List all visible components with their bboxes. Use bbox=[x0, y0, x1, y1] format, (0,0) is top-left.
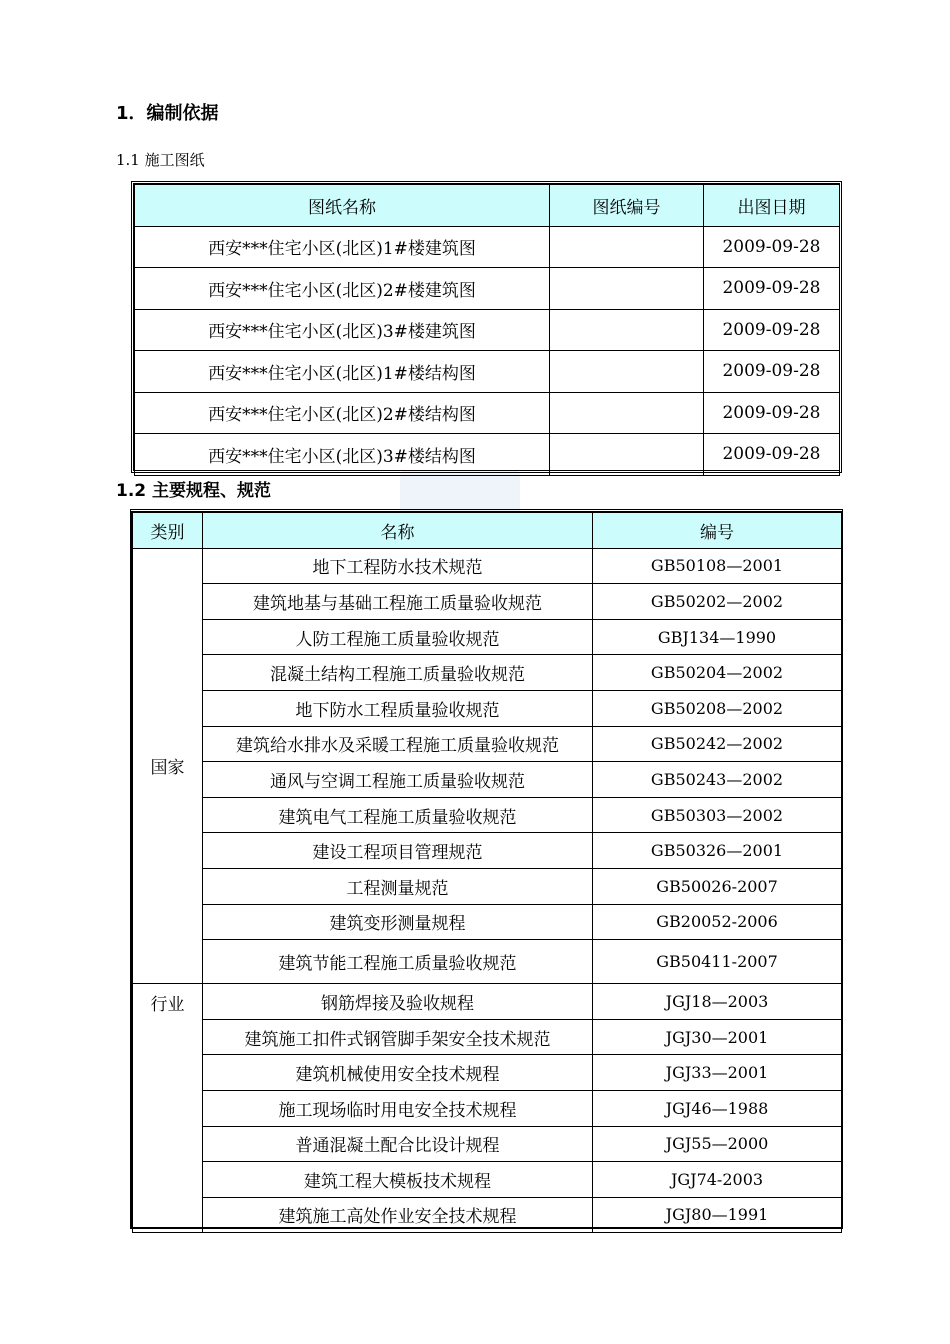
drawing-number bbox=[550, 392, 704, 434]
drawing-name: 西安***住宅小区(北区)3#楼结构图 bbox=[135, 434, 550, 476]
standards-header-row bbox=[133, 513, 842, 549]
header-standard-code: 编号 bbox=[593, 513, 842, 549]
drawing-date: 2009-09-28 bbox=[704, 226, 840, 268]
standard-code: GB50026-2007 bbox=[593, 868, 842, 904]
standard-code: GB50208—2002 bbox=[593, 690, 842, 726]
standard-name: 建筑施工高处作业安全技术规程 bbox=[203, 1197, 593, 1233]
standard-name: 建设工程项目管理规范 bbox=[203, 833, 593, 869]
standard-code: GB50326—2001 bbox=[593, 833, 842, 869]
table-row bbox=[133, 619, 842, 655]
category-national: 国家 bbox=[133, 548, 203, 984]
standard-code: JGJ30—2001 bbox=[593, 1019, 842, 1055]
drawing-number bbox=[550, 309, 704, 351]
standard-code: GBJ134—1990 bbox=[593, 619, 842, 655]
standard-name: 地下防水工程质量验收规范 bbox=[203, 690, 593, 726]
standard-name: 工程测量规范 bbox=[203, 868, 593, 904]
drawing-number bbox=[550, 434, 704, 476]
standards-table-frame bbox=[130, 509, 843, 1229]
standard-name: 混凝土结构工程施工质量验收规范 bbox=[203, 655, 593, 691]
drawing-date: 2009-09-28 bbox=[704, 434, 840, 476]
header-drawing-number: 图纸编号 bbox=[550, 185, 704, 227]
standard-name: 施工现场临时用电安全技术规程 bbox=[203, 1090, 593, 1126]
standards-table bbox=[132, 512, 842, 1233]
header-drawing-name: 图纸名称 bbox=[135, 185, 550, 227]
standard-code: GB50303—2002 bbox=[593, 797, 842, 833]
standard-code: GB50202—2002 bbox=[593, 584, 842, 620]
table-row bbox=[133, 762, 842, 798]
drawing-date: 2009-09-28 bbox=[704, 309, 840, 351]
standard-name: 建筑电气工程施工质量验收规范 bbox=[203, 797, 593, 833]
table-row bbox=[135, 351, 840, 393]
table-row bbox=[133, 1197, 842, 1233]
standard-name: 建筑施工扣件式钢管脚手架安全技术规范 bbox=[203, 1019, 593, 1055]
table-row bbox=[135, 392, 840, 434]
table-row bbox=[135, 268, 840, 310]
header-category: 类别 bbox=[133, 513, 203, 549]
table-row bbox=[133, 797, 842, 833]
drawing-number bbox=[550, 351, 704, 393]
standard-code: JGJ33—2001 bbox=[593, 1055, 842, 1091]
drawing-date: 2009-09-28 bbox=[704, 268, 840, 310]
table-row bbox=[133, 833, 842, 869]
standard-name: 通风与空调工程施工质量验收规范 bbox=[203, 762, 593, 798]
table-row bbox=[133, 726, 842, 762]
table-row bbox=[133, 655, 842, 691]
drawing-number bbox=[550, 268, 704, 310]
drawing-date: 2009-09-28 bbox=[704, 392, 840, 434]
standard-name: 建筑机械使用安全技术规程 bbox=[203, 1055, 593, 1091]
standard-code: JGJ46—1988 bbox=[593, 1090, 842, 1126]
standard-code: GB50411-2007 bbox=[593, 940, 842, 984]
standard-code: GB50243—2002 bbox=[593, 762, 842, 798]
standard-name: 钢筋焊接及验收规程 bbox=[203, 984, 593, 1020]
table-row bbox=[135, 309, 840, 351]
table-row bbox=[133, 584, 842, 620]
drawing-name: 西安***住宅小区(北区)2#楼结构图 bbox=[135, 392, 550, 434]
drawing-name: 西安***住宅小区(北区)3#楼建筑图 bbox=[135, 309, 550, 351]
table-row bbox=[133, 548, 842, 584]
table-row bbox=[133, 904, 842, 940]
header-drawing-date: 出图日期 bbox=[704, 185, 840, 227]
drawing-date: 2009-09-28 bbox=[704, 351, 840, 393]
standard-code: GB50204—2002 bbox=[593, 655, 842, 691]
standard-name: 建筑节能工程施工质量验收规范 bbox=[203, 940, 593, 984]
standard-code: JGJ55—2000 bbox=[593, 1126, 842, 1162]
section-heading-1: 1．编制依据 bbox=[116, 103, 219, 124]
table-row bbox=[135, 226, 840, 268]
table-row bbox=[133, 1090, 842, 1126]
drawings-table bbox=[134, 184, 840, 476]
table-row bbox=[135, 434, 840, 476]
table-row bbox=[133, 984, 842, 1020]
drawing-number bbox=[550, 226, 704, 268]
drawing-name: 西安***住宅小区(北区)1#楼建筑图 bbox=[135, 226, 550, 268]
standard-code: GB50108—2001 bbox=[593, 548, 842, 584]
standard-name: 地下工程防水技术规范 bbox=[203, 548, 593, 584]
table-row bbox=[133, 690, 842, 726]
section-heading-1-1: 1.1 施工图纸 bbox=[116, 151, 205, 169]
standard-code: GB20052-2006 bbox=[593, 904, 842, 940]
category-industry: 行业 bbox=[133, 984, 203, 1233]
standard-name: 建筑工程大模板技术规程 bbox=[203, 1162, 593, 1198]
table-row bbox=[133, 1055, 842, 1091]
drawing-name: 西安***住宅小区(北区)1#楼结构图 bbox=[135, 351, 550, 393]
table-row bbox=[133, 1126, 842, 1162]
standard-name: 建筑地基与基础工程施工质量验收规范 bbox=[203, 584, 593, 620]
standard-name: 人防工程施工质量验收规范 bbox=[203, 619, 593, 655]
standard-name: 普通混凝土配合比设计规程 bbox=[203, 1126, 593, 1162]
standard-code: JGJ74-2003 bbox=[593, 1162, 842, 1198]
standard-name: 建筑给水排水及采暖工程施工质量验收规范 bbox=[203, 726, 593, 762]
drawings-header-row bbox=[135, 185, 840, 227]
drawings-table-frame bbox=[131, 181, 842, 473]
standard-code: GB50242—2002 bbox=[593, 726, 842, 762]
table-row bbox=[133, 940, 842, 984]
drawing-name: 西安***住宅小区(北区)2#楼建筑图 bbox=[135, 268, 550, 310]
section-heading-1-2: 1.2 主要规程、规范 bbox=[116, 481, 272, 501]
standard-code: JGJ80—1991 bbox=[593, 1197, 842, 1233]
standard-code: JGJ18—2003 bbox=[593, 984, 842, 1020]
standard-name: 建筑变形测量规程 bbox=[203, 904, 593, 940]
table-row bbox=[133, 1019, 842, 1055]
table-row bbox=[133, 868, 842, 904]
header-standard-name: 名称 bbox=[203, 513, 593, 549]
table-row bbox=[133, 1162, 842, 1198]
